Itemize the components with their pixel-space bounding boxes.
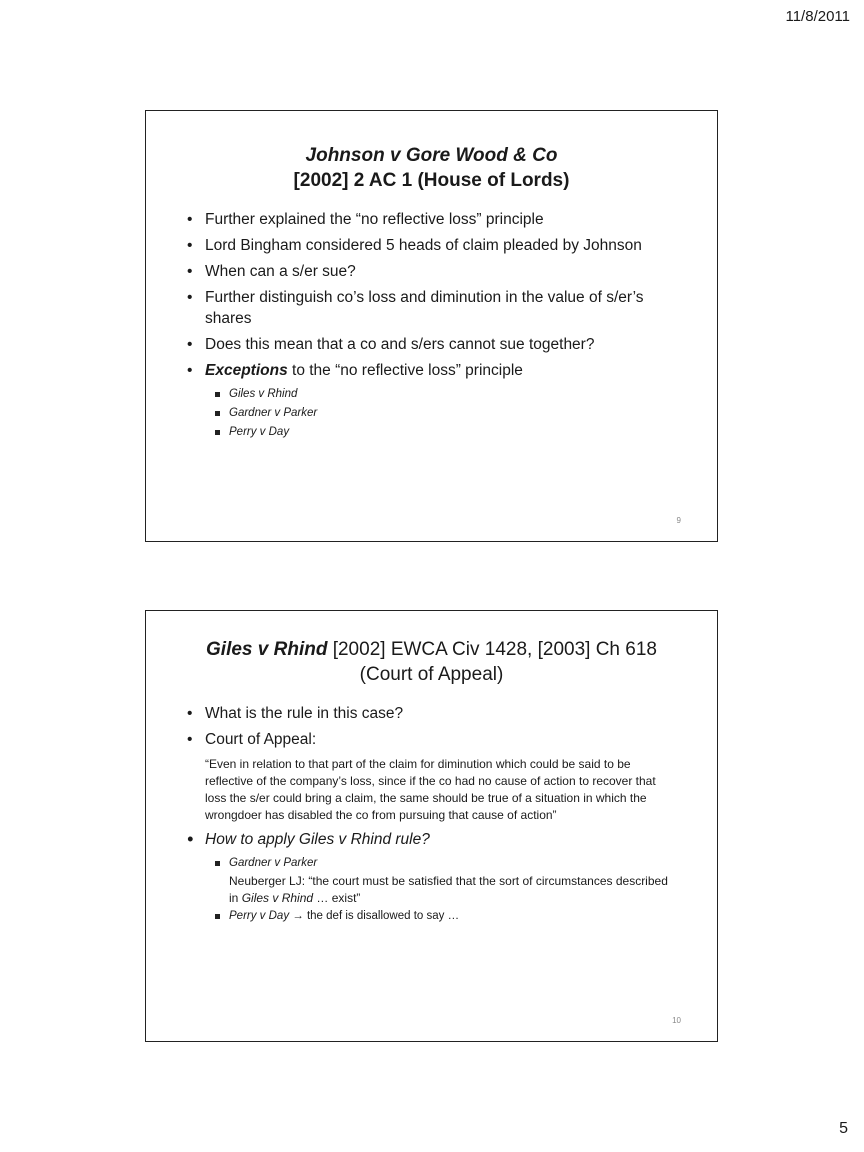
court-name: (Court of Appeal) [359, 664, 504, 685]
court-label: Court of Appeal: [205, 731, 317, 748]
title-line-1 [146, 637, 717, 662]
sub-item: Giles v Rhind [229, 385, 675, 404]
note-text: Neuberger LJ: “the court must be satisfied that the sort of circumstances described in [229, 874, 668, 905]
bullet-list [146, 703, 717, 926]
sub-item-gardner [229, 854, 675, 907]
neuberger-note [229, 873, 675, 907]
page-date: 11/8/2011 [785, 8, 850, 25]
bullet-list [146, 209, 717, 442]
sub-item-label: Gardner v Parker [229, 857, 318, 869]
slide-10 [145, 610, 718, 1042]
sub-item-perry [229, 907, 675, 926]
slide-title [146, 143, 717, 193]
sub-list [205, 854, 675, 926]
bullet-item-court [205, 729, 675, 824]
sub-item-label: Perry v Day [229, 910, 290, 922]
bullet-item: • Further explained the “no reflective loss” principle [205, 209, 675, 230]
case-citation: [2002] 2 AC 1 (House of Lords) [293, 170, 570, 191]
bullet-item: • What is the rule in this case? [205, 703, 675, 724]
sub-item-text: → the def is disallowed to say … [289, 910, 460, 922]
bullet-item: • When can a s/er sue? [205, 261, 675, 282]
note-text-end: … exist” [313, 891, 361, 905]
bullet-item: • Further distinguish co’s loss and diminution in the value of s/er’s shares [205, 287, 675, 329]
note-case: Giles v Rhind [241, 891, 314, 905]
slide-number: 10 [672, 1016, 681, 1025]
sub-item: Perry v Day [229, 423, 675, 442]
case-citation: [2002] EWCA Civ 1428, [2003] Ch 618 [327, 639, 657, 660]
slide-number: 9 [676, 516, 681, 525]
quote-text: “Even in relation to that part of the claim for diminution which could be said to be reflective of the company’s loss, since if the co had no cause of action to recover that loss the s/er could bring a claim, the same should be true of a situation in which the wrongdoer has disabled the co from pursuing that cause of action” [205, 757, 656, 822]
page-number: 5 [839, 1120, 848, 1137]
slide-title [146, 637, 717, 687]
exceptions-emphasis: Exceptions [205, 362, 288, 379]
sub-item: Gardner v Parker [229, 404, 675, 423]
exceptions-text: to the “no reflective loss” principle [287, 362, 523, 379]
sub-list [205, 385, 675, 442]
slide-9 [145, 110, 718, 542]
case-name: Johnson v Gore Wood & Co [305, 145, 558, 166]
apply-question: How to apply Giles v Rhind rule? [205, 831, 430, 848]
bullet-item: • Lord Bingham considered 5 heads of claim pleaded by Johnson [205, 235, 675, 256]
bullet-item-apply [205, 829, 675, 926]
case-name: Giles v Rhind [206, 639, 328, 660]
bullet-item: • Does this mean that a co and s/ers cannot sue together? [205, 334, 675, 355]
bullet-item-exceptions [205, 360, 675, 442]
